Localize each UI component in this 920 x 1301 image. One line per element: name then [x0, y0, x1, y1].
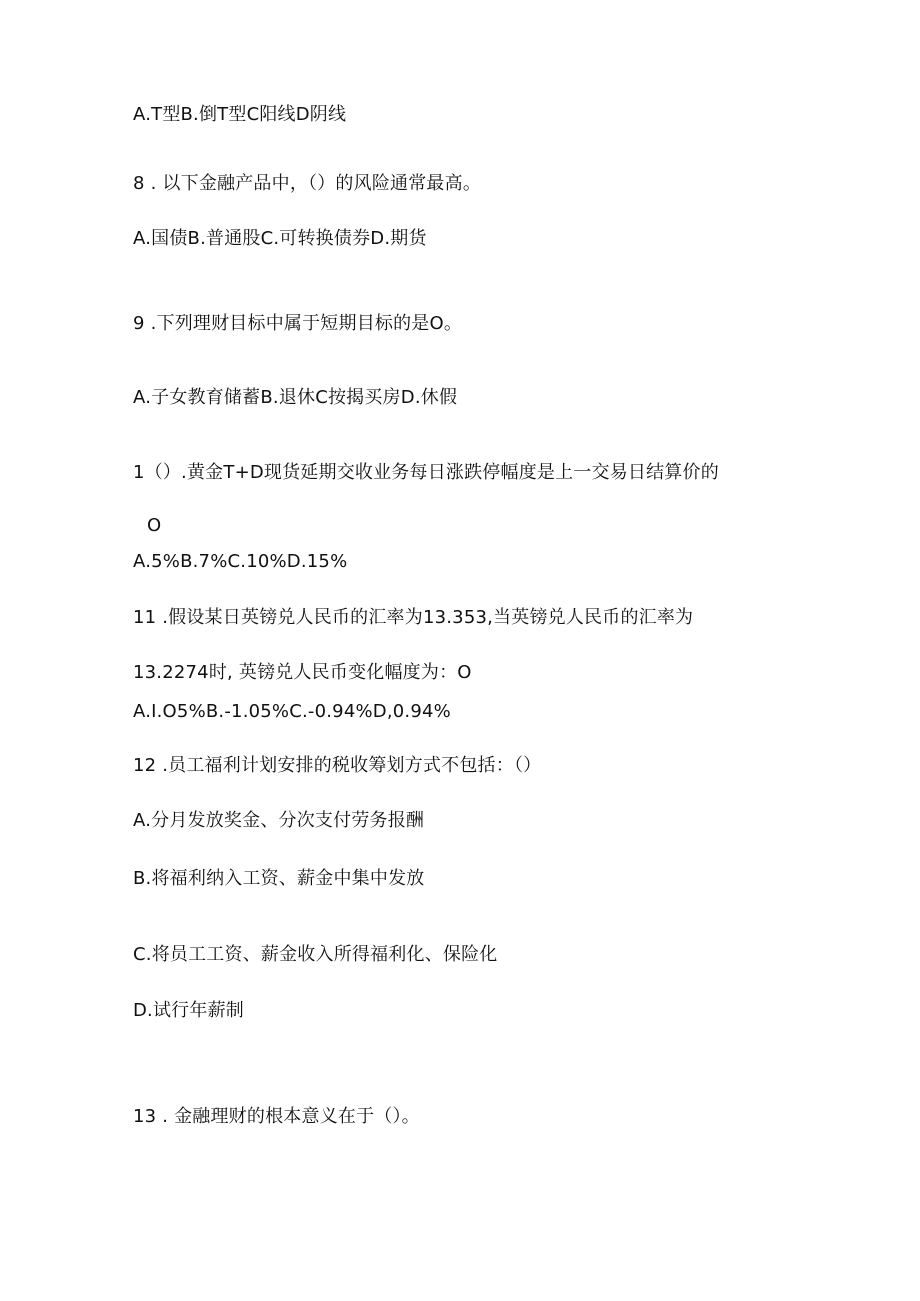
q8-question: 8 . 以下金融产品中，（）的风险通常最高。	[133, 173, 482, 194]
q9-options: A.子女教育储蓄B.退休C按揭买房D.休假	[133, 387, 458, 408]
q12-question: 12 .员工福利计划安排的税收筹划方式不包括：（）	[133, 755, 542, 776]
q12-option-b: B.将福利纳入工资、薪金中集中发放	[133, 868, 425, 889]
q12-option-d: D.试行年薪制	[133, 1000, 244, 1021]
q10-question-cont: O	[147, 515, 162, 536]
q13-question: 13 . 金融理财的根本意义在于（）。	[133, 1106, 420, 1127]
q7-options: A.T型B.倒T型C阳线D阴线	[133, 104, 347, 125]
q11-question: 11 .假设某日英镑兑人民币的汇率为13.353,当英镑兑人民币的汇率为	[133, 607, 694, 628]
q11-options: A.I.O5%B.-1.05%C.-0.94%D,0.94%	[133, 701, 451, 722]
q9-question: 9 .下列理财目标中属于短期目标的是O。	[133, 313, 463, 334]
q10-options: A.5%B.7%C.10%D.15%	[133, 551, 348, 572]
q8-options: A.国债B.普通股C.可转换债券D.期货	[133, 228, 427, 249]
q12-option-a: A.分月发放奖金、分次支付劳务报酬	[133, 810, 425, 831]
q10-question: 1（）.黄金T+D现货延期交收业务每日涨跌停幅度是上一交易日结算价的	[133, 462, 719, 483]
q12-option-c: C.将员工工资、薪金收入所得福利化、保险化	[133, 944, 498, 965]
q11-question-cont: 13.2274时, 英镑兑人民币变化幅度为：O	[133, 662, 472, 683]
